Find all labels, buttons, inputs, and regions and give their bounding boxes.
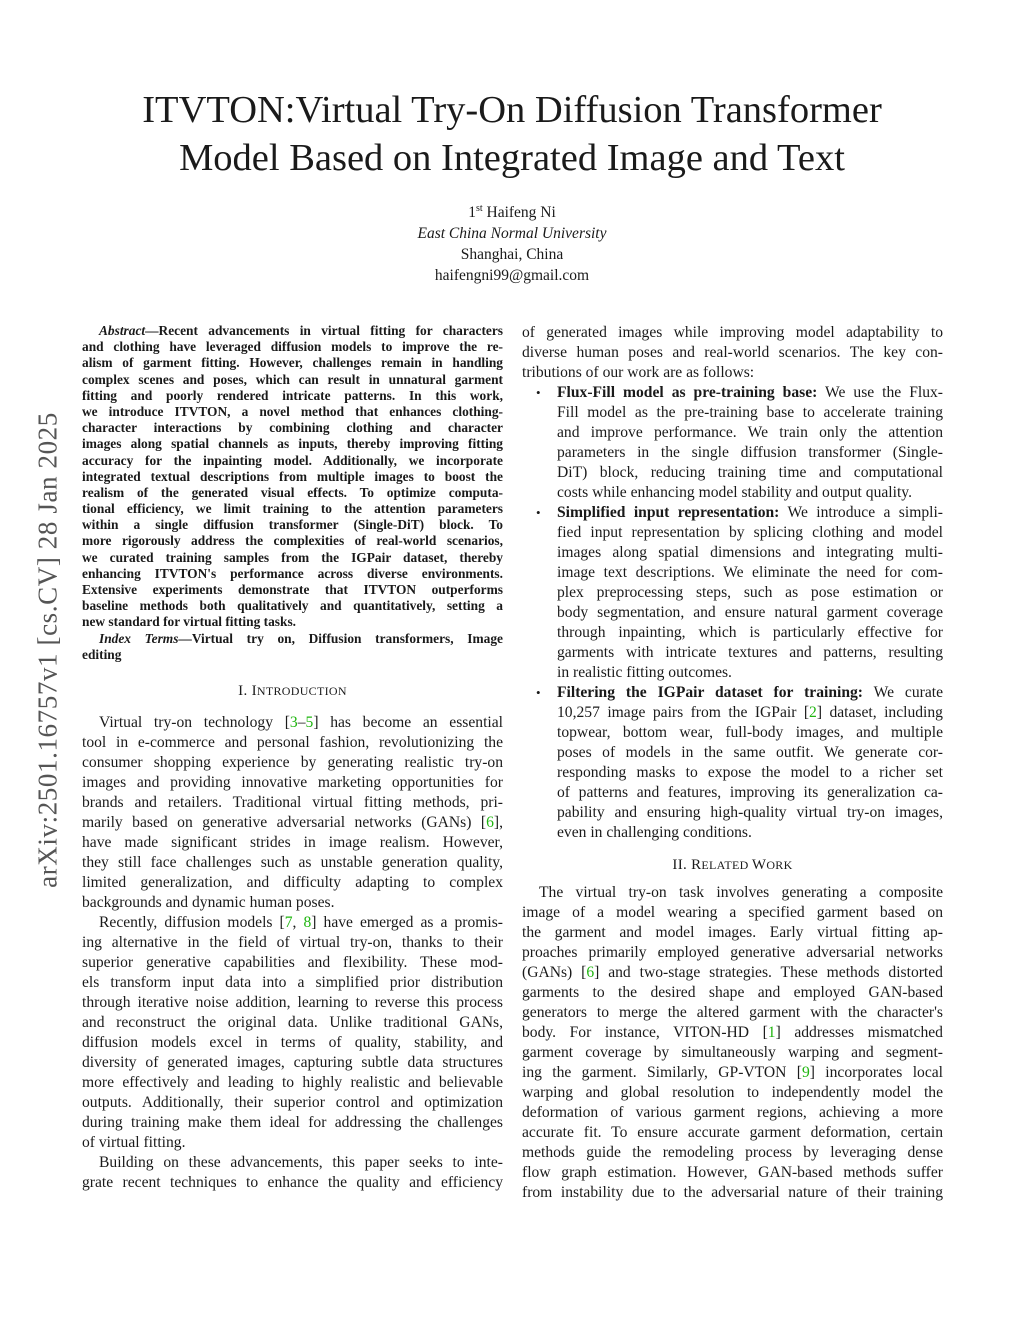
- abstract-line: [82, 323, 503, 339]
- abstract-line: accuracy for the inpainting model. Additionally, we incorporate: [82, 452, 503, 468]
- text-line: image text descriptions. We eliminate the need for com-: [557, 564, 943, 581]
- abstract-line: alism of garment fitting. However, challenges remain in handling: [82, 355, 503, 371]
- text-run: ] and two-stage strategies. These methods distorted: [594, 964, 943, 981]
- author-ordinal-suffix: st: [475, 202, 483, 214]
- author-block: [312, 202, 712, 286]
- contribution-item: [522, 683, 943, 843]
- citation-link[interactable]: 2: [809, 704, 817, 721]
- text-line: more effectively and leading to highly realistic and believable: [82, 1073, 503, 1091]
- text-run: –: [297, 713, 306, 731]
- abstract-line: we curated training samples from the IGPair dataset, thereby: [82, 549, 503, 565]
- text-line: deformation of various garment regions, achieving a more: [522, 1104, 943, 1121]
- abstract-dash: —: [145, 323, 159, 338]
- text-line: [82, 813, 503, 833]
- citation-link[interactable]: 8: [303, 913, 312, 931]
- text-line: from instability due to the adversarial nature of their training: [522, 1184, 943, 1201]
- contribution-title: Flux-Fill model as pre-training base:: [557, 384, 818, 401]
- text-line: [557, 383, 943, 403]
- text-line: generators to merge the altered garment with the character's: [522, 1004, 943, 1021]
- author-affiliation: East China Normal University: [417, 225, 607, 242]
- text-line: [82, 913, 503, 933]
- title-line-2: Model Based on Integrated Image and Text: [179, 137, 845, 179]
- text-line: diffusion models excel in terms of quality, stability, and: [82, 1033, 503, 1051]
- section-number: II.: [672, 857, 692, 873]
- text-line: through iterative noise addition, learning to reverse this process: [82, 993, 503, 1011]
- text-line: [82, 713, 503, 733]
- text-line: parameters in the single diffusion transformer (Single-: [557, 444, 943, 461]
- text-line: tool in e-commerce and personal fashion, revolutionizing the: [82, 733, 503, 751]
- abstract-line: character interactions by combining clothing and character: [82, 420, 503, 436]
- section-smallcaps: ELATED: [701, 858, 752, 872]
- intro-paragraph-3: [82, 1153, 503, 1193]
- text-run: We curate: [863, 684, 943, 701]
- text-line: [557, 503, 943, 523]
- author-ordinal: 1: [468, 204, 476, 221]
- citation-link[interactable]: 9: [801, 1064, 810, 1081]
- title-line-1: ITVTON:Virtual Try-On Diffusion Transformer: [142, 89, 882, 131]
- intro-paragraph-1: [82, 713, 503, 913]
- text-line: topwear, bottom wear, full-body images, and multiple: [557, 724, 943, 741]
- text-line: images and providing innovative marketing opportunities for: [82, 773, 503, 791]
- text-line: and improve performance. We train only the attention: [557, 424, 943, 441]
- section-heading-introduction: [82, 681, 503, 701]
- text-run: We introduce a simpli-: [779, 504, 943, 521]
- text-line: images along spatial dimensions and integrating multi-: [557, 544, 943, 561]
- paper-title: [80, 86, 944, 182]
- text-line: [557, 683, 943, 703]
- index-terms-line: [82, 631, 503, 647]
- bullet-icon: •: [536, 505, 541, 520]
- text-line: [522, 963, 943, 983]
- text-line: tributions of our work are as follows:: [522, 364, 755, 381]
- text-line: DiT) block, reducing training time and computational: [557, 464, 943, 481]
- abstract-line: enhancing ITVTON's performance across diverse environments.: [82, 565, 503, 581]
- arxiv-sidebar: [33, 355, 63, 945]
- related-work-paragraph: [522, 883, 943, 1203]
- text-line: proaches primarily employed generative adversarial networks: [522, 944, 943, 961]
- abstract-line: fitting and poorly rendered intricate patterns. In this work,: [82, 387, 503, 403]
- intro-paragraph-2: [82, 913, 503, 1153]
- bullet-icon: •: [536, 385, 541, 400]
- text-line: of patterns and features, improving its generalization ca-: [557, 784, 943, 801]
- text-line: pability and ensuring high-quality virtual try-on images,: [557, 804, 943, 821]
- text-line: and reconstruct the original data. Unlike traditional GANs,: [82, 1013, 503, 1031]
- section-heading-related-work: [522, 855, 943, 875]
- text-run: Recently, diffusion models [: [99, 913, 285, 931]
- section-number: I.: [238, 682, 252, 699]
- text-line: they still face challenges such as unstable generation quality,: [82, 853, 503, 871]
- text-line: [522, 1063, 943, 1083]
- citation-link[interactable]: 6: [586, 964, 595, 981]
- text-line: of virtual fitting.: [82, 1133, 186, 1151]
- text-line: diversity of generated images, capturing subtle data structures: [82, 1053, 503, 1071]
- citation-link[interactable]: 6: [486, 813, 494, 831]
- author-name-line: [312, 202, 712, 223]
- text-run: marily based on generative adversarial networks (GANs) [: [82, 813, 487, 831]
- text-line: backgrounds and dynamic human poses.: [82, 893, 335, 911]
- text-line: of generated images while improving model adaptability to: [522, 324, 943, 341]
- citation-link[interactable]: 3: [289, 713, 298, 731]
- text-line: flow graph estimation. However, GAN-based methods suffer: [522, 1164, 943, 1181]
- text-line: poses of models in the same outfit. We generate cor-: [557, 744, 943, 761]
- text-line: the garment and model images. Early virtual fitting ap-: [522, 924, 943, 941]
- text-line: body segmentation, and ensure natural garment coverage: [557, 604, 943, 621]
- arxiv-identifier: arXiv:2501.16757v1 [cs.CV] 28 Jan 2025: [32, 412, 63, 888]
- text-line: during training make them ideal for addressing the challenges: [82, 1113, 503, 1131]
- abstract-line: within a single diffusion transformer (Single-DiT) block. To: [82, 517, 503, 533]
- text-line: The virtual try-on task involves generating a composite: [539, 884, 943, 901]
- index-terms-line: editing: [82, 646, 122, 662]
- citation-link[interactable]: 5: [305, 713, 314, 731]
- text-line: in realistic fitting outcomes.: [557, 664, 732, 681]
- text-line: costs while enhancing model stability and output quality.: [557, 484, 912, 501]
- author-email: haifengni99@gmail.com: [434, 267, 590, 284]
- right-column: [522, 323, 943, 1203]
- text-line: limited generalization, and difficulty adapting to complex: [82, 873, 503, 891]
- text-line: garments to the desired shape and employed GAN-based: [522, 984, 943, 1001]
- text-line: diverse human poses and real-world scenarios. The key con-: [522, 344, 943, 361]
- abstract-line: integrated textual descriptions from multiple images to boost the: [82, 468, 503, 484]
- text-line: superior generative capabilities and flexibility. These mod-: [82, 953, 503, 971]
- text-run: ] has become an essential: [313, 713, 503, 731]
- text-line: grate recent techniques to enhance the quality and efficiency: [82, 1173, 503, 1191]
- text-line: outputs. Additionally, their superior control and optimization: [82, 1093, 503, 1111]
- text-line: Building on these advancements, this paper seeks to inte-: [99, 1153, 503, 1171]
- author-name: Haifeng Ni: [482, 204, 556, 221]
- text-run: ],: [493, 813, 503, 831]
- text-line: garments with intricate textures and patterns, resulting: [557, 644, 943, 661]
- text-run: body. For instance, VITON-HD [: [522, 1024, 768, 1041]
- abstract-line: Extensive experiments demonstrate that ITVTON outperforms: [82, 582, 503, 597]
- index-terms-text: Virtual try on, Diffusion transformers, Image: [191, 630, 503, 646]
- text-run: Virtual try-on technology [: [99, 713, 290, 731]
- section-smallcaps: ORK: [766, 858, 793, 872]
- text-line: methods guide the remodeling process by leveraging dense: [522, 1144, 943, 1161]
- text-run: ] addresses mismatched: [775, 1024, 943, 1041]
- text-line: [522, 1023, 943, 1043]
- text-line: Fill model as the pre-training base to accelerate training: [557, 404, 943, 421]
- section-cap: I: [251, 682, 257, 699]
- text-run: (GANs) [: [522, 964, 587, 981]
- text-line: have made significant strides in image realism. However,: [82, 833, 503, 851]
- text-run: ] dataset, including: [816, 704, 943, 721]
- text-run: ing the garment. Similarly, GP-VTON [: [522, 1064, 802, 1081]
- abstract-line: realism of the generated visual effects. To optimize computa-: [82, 484, 503, 500]
- text-line: garment coverage by simultaneously warping and segment-: [522, 1044, 943, 1061]
- abstract-line: more rigorously address the complexities of real-world scenarios,: [82, 533, 503, 549]
- section-cap: W: [751, 857, 767, 873]
- contribution-item: [522, 383, 943, 503]
- text-run: We use the Flux-: [817, 384, 943, 401]
- abstract: [82, 323, 503, 663]
- text-line: els transform input data into a simplified prior distribution: [82, 973, 503, 991]
- abstract-line: we introduce ITVTON, a novel method that enhances clothing-: [82, 403, 503, 419]
- contribution-title: Simplified input representation:: [557, 504, 780, 521]
- left-column: [82, 323, 503, 1193]
- text-line: ing alternative in the field of virtual try-on, thanks to their: [82, 933, 503, 951]
- text-line: through inpainting, which is particularly effective for: [557, 624, 943, 641]
- contributions-intro: [522, 323, 943, 383]
- text-run: ] have emerged as a promis-: [311, 913, 503, 931]
- bullet-icon: •: [536, 685, 541, 700]
- abstract-line: complex scenes and poses, which can result in unnatural garment: [82, 371, 503, 387]
- text-line: brands and retailers. Traditional virtual fitting methods, pri-: [82, 793, 503, 811]
- abstract-label: Abstract: [99, 323, 146, 338]
- index-terms-label: Index Terms: [99, 630, 179, 646]
- text-run: 10,257 image pairs from the IGPair [: [557, 704, 810, 721]
- text-line: image of a model wearing a specified garment based on: [522, 904, 943, 921]
- abstract-line: images along spatial channels as inputs, thereby improving fitting: [82, 436, 503, 452]
- abstract-line: new standard for virtual fitting tasks.: [82, 614, 297, 630]
- abstract-line: baseline methods both qualitatively and quantitatively, setting a: [82, 598, 503, 614]
- contribution-title: Filtering the IGPair dataset for training:: [557, 684, 863, 701]
- abstract-line: and clothing have leveraged diffusion models to improve the re-: [82, 339, 503, 355]
- abstract-text: Recent advancements in virtual fitting for characters: [158, 323, 503, 338]
- text-line: even in challenging conditions.: [557, 824, 752, 841]
- text-run: ] incorporates local: [809, 1064, 943, 1081]
- citation-link[interactable]: 1: [767, 1024, 776, 1041]
- text-line: fied input representation by splicing clothing and model: [557, 524, 943, 541]
- text-line: [557, 703, 943, 723]
- text-line: consumer shopping experience by generating realistic try-on: [82, 753, 503, 771]
- section-cap: R: [691, 857, 702, 873]
- text-line: responding masks to expose the model to a richer set: [557, 764, 943, 781]
- text-line: plex preprocessing steps, such as pose estimation or: [557, 584, 943, 601]
- index-terms-dash: —: [178, 630, 192, 646]
- text-run: ,: [292, 913, 304, 931]
- abstract-line: tional efficiency, we limit training to the attention parameters: [82, 501, 503, 517]
- text-line: accurate fit. To ensure accurate garment deformation, certain: [522, 1124, 943, 1141]
- section-smallcaps: NTRODUCTION: [256, 683, 347, 698]
- contribution-item: [522, 503, 943, 683]
- author-location: Shanghai, China: [460, 246, 564, 263]
- text-line: warping and global resolution to independently model the: [522, 1084, 943, 1101]
- citation-link[interactable]: 7: [284, 913, 293, 931]
